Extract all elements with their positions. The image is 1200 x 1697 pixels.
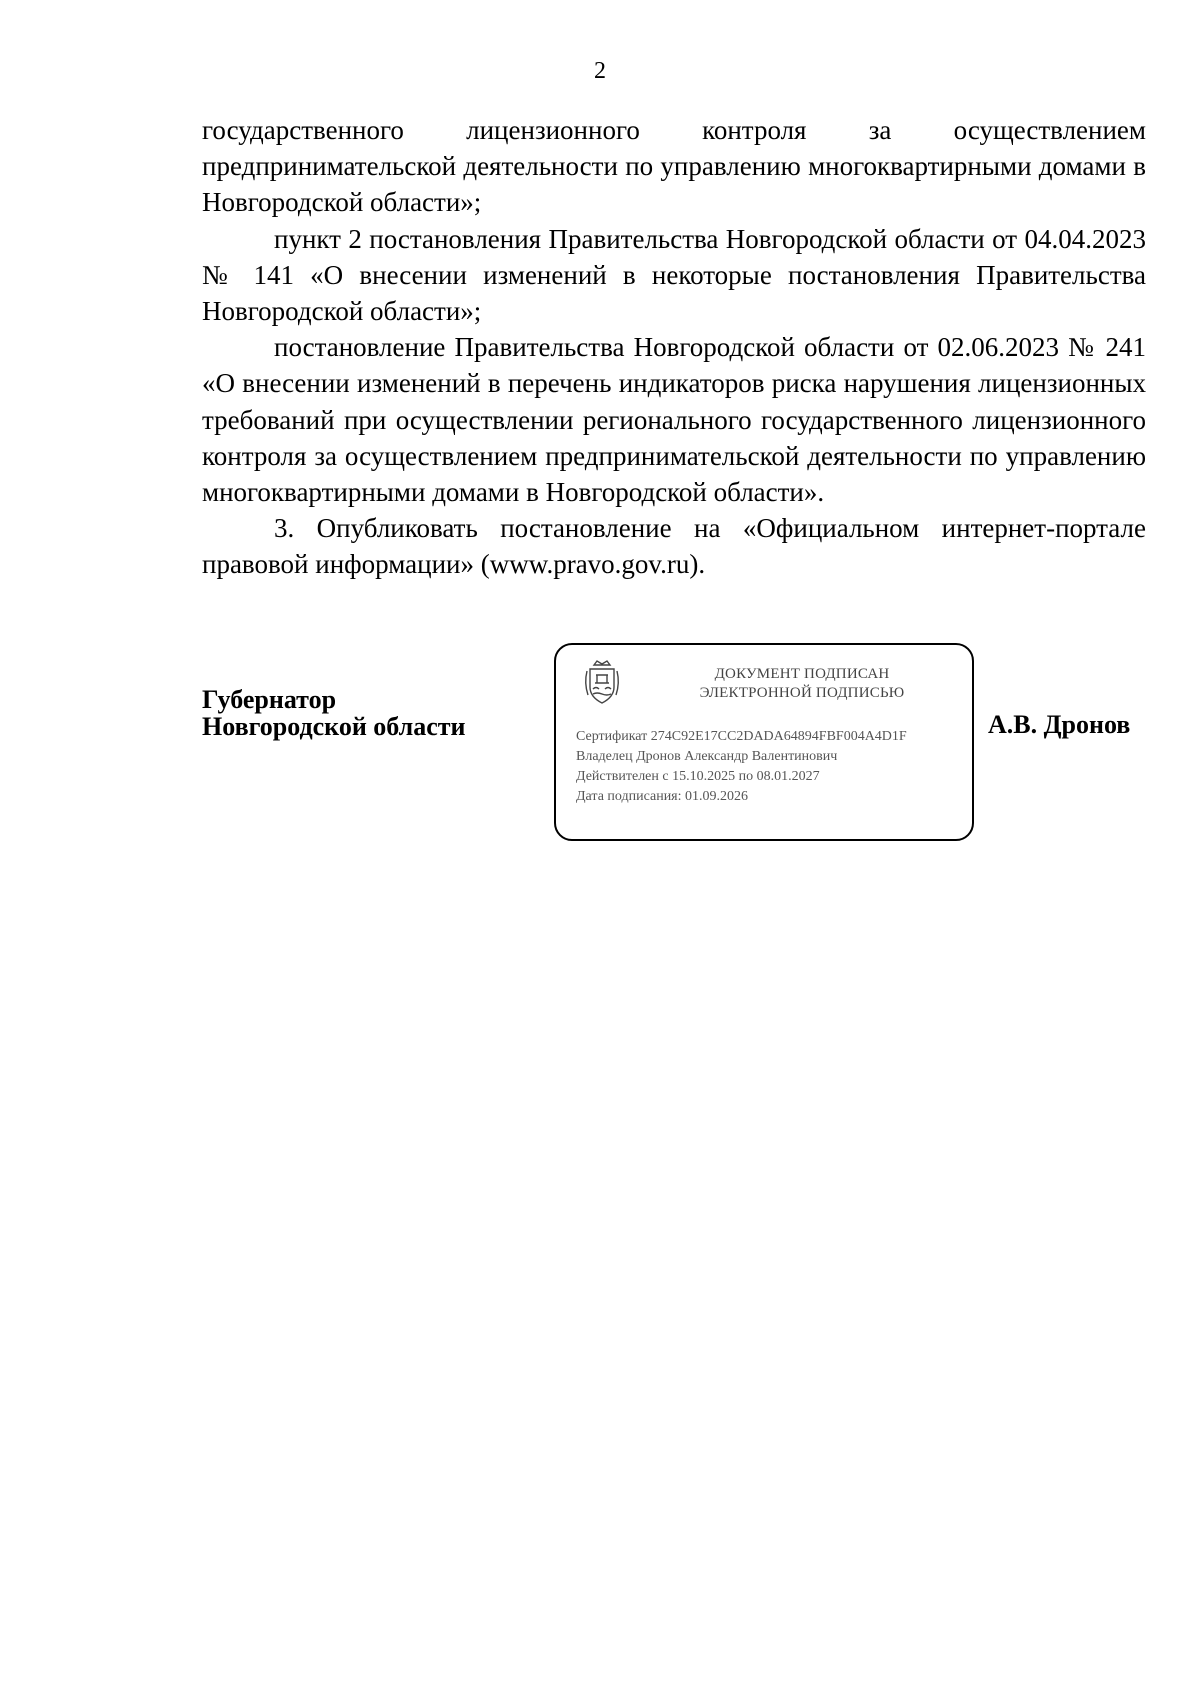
stamp-heading: [652, 665, 952, 703]
stamp-heading-line2: ЭЛЕКТРОННОЙ ПОДПИСЬЮ: [699, 685, 905, 701]
signatory-position-line1: Губернатор: [202, 685, 337, 714]
paragraph-item-2: пункт 2 постановления Правительства Новгородской области от 04.04.2023 № 141 «О внесении изменений в некоторые постановления Правительства Новгородской области»;: [202, 223, 1146, 327]
stamp-owner: Владелец Дронов Александр Валентинович: [576, 749, 838, 764]
page-number: 2: [594, 58, 606, 84]
signatory-position-line2: Новгородской области: [202, 712, 466, 741]
signatory-position: [202, 686, 466, 740]
electronic-signature-stamp: [554, 643, 974, 841]
paragraph-publish: 3. Опубликовать постановление на «Официальном интернет-портале правовой информации» (www.pravo.gov.ru).: [202, 513, 1146, 580]
document-body: [202, 112, 1146, 583]
stamp-signing-date: Дата подписания: 01.09.2026: [576, 789, 749, 804]
stamp-details: [576, 727, 907, 807]
stamp-heading-line1: ДОКУМЕНТ ПОДПИСАН: [714, 666, 890, 682]
signatory-name: А.В. Дронов: [988, 710, 1131, 739]
coat-of-arms-icon: [582, 659, 622, 707]
paragraph-item-241: постановление Правительства Новгородской области от 02.06.2023 № 241 «О внесении изменений в перечень индикаторов риска нарушения лицензионных требований при осуществлении регионального государственного лицензионного контроля за осуществлением предпринимательской деятельности по управлению многоквартирными домами в Новгородской области».: [202, 332, 1146, 508]
paragraph-continuation: государственного лицензионного контроля за осуществлением предпринимательской деятельности по управлению многоквартирными домами в Новгородской области»;: [202, 115, 1146, 218]
stamp-certificate: Сертификат 274C92E17CC2DADA64894FBF004A4D1F: [576, 729, 907, 744]
stamp-validity: Действителен с 15.10.2025 по 08.01.2027: [576, 769, 820, 784]
